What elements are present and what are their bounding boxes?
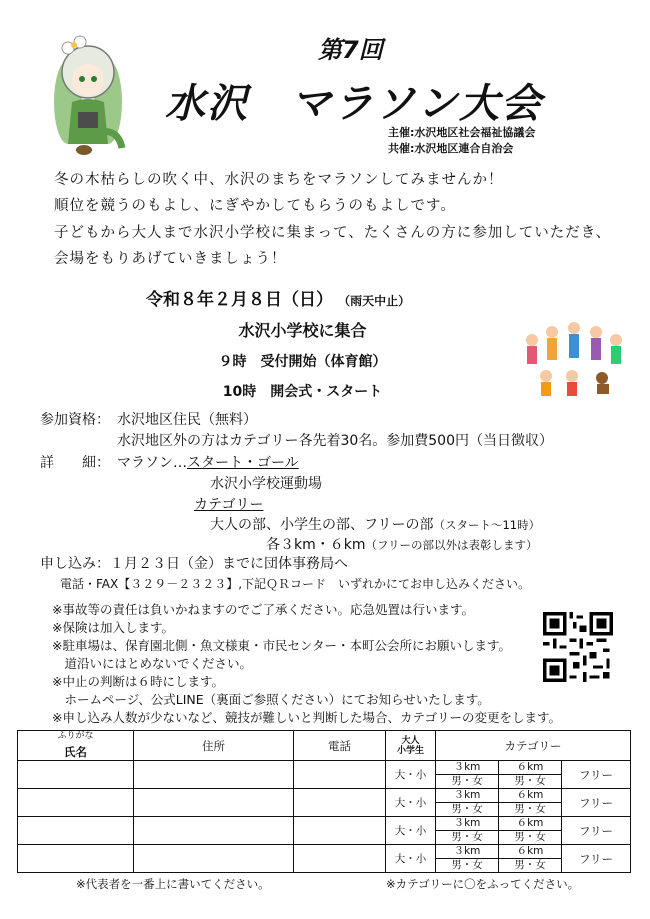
note: ※中止の判断は６時にします。 <box>52 674 224 689</box>
type-choice[interactable]: 大・小 <box>386 789 436 817</box>
note: ※事故等の責任は負いかねますのでご了承ください。応急処置は行います。 <box>52 602 474 617</box>
name-cell[interactable] <box>18 789 134 817</box>
distance: 各３km・６km <box>266 537 366 553</box>
address-header: 住所 <box>134 731 294 761</box>
km3-choice[interactable] <box>436 761 499 789</box>
gender-label: 男・女 <box>451 775 483 787</box>
edition-number: 第7回 <box>318 36 383 64</box>
note: ※申し込み人数が少ないなど、競技が難しいと判断した場合、カテゴリーの変更をします。 <box>52 710 561 725</box>
type-header <box>386 731 436 761</box>
type-child: 小学生 <box>396 745 424 756</box>
distance-note: （フリーの部以外は表彰します） <box>365 538 538 552</box>
footer-note-left: ※代表者を一番上に書いてください。 <box>76 877 270 891</box>
address-cell[interactable] <box>134 761 294 789</box>
event-date-line <box>146 285 410 310</box>
intro-line: 順位を競うのもよし、にぎやかしてもらうのもよしです。 <box>54 198 456 214</box>
km6-label: ６km <box>499 761 561 775</box>
km6-choice[interactable] <box>499 845 562 873</box>
name-label: 氏名 <box>64 745 87 759</box>
page-title: 水沢 マラソン大会 <box>165 81 543 127</box>
marathon-label <box>117 452 299 472</box>
gender-label: 男・女 <box>451 803 483 815</box>
detail-label: 詳 細： <box>40 455 110 471</box>
free-choice[interactable]: フリー <box>562 789 631 817</box>
km3-label: ３km <box>436 789 498 803</box>
exercise-people-illustration <box>518 318 628 404</box>
eligibility-1: 水沢地区住民（無料） <box>117 412 257 428</box>
note: 道沿いにはとめないでください。 <box>52 656 253 671</box>
category-label: カテゴリー <box>194 497 264 513</box>
categories: 大人の部、小学生の部、フリーの部 <box>210 517 434 533</box>
qr-code-icon[interactable] <box>543 612 613 682</box>
note: ※駐車場は、保育園北側・魚文様東・市民センター・本町公会所にお願いします。 <box>52 638 511 653</box>
footer-note-right: ※カテゴリーに〇をふってください。 <box>386 877 580 891</box>
marathon-text: マラソン… <box>117 455 187 471</box>
event-date: 令和８年２月８日（日） <box>146 290 333 310</box>
name-cell[interactable] <box>18 761 134 789</box>
free-choice[interactable]: フリー <box>562 845 631 873</box>
table-row <box>18 845 631 873</box>
distance-line <box>266 534 538 554</box>
free-choice[interactable]: フリー <box>562 761 631 789</box>
furigana-label: ふりがな <box>57 731 94 741</box>
km6-label: ６km <box>499 789 561 803</box>
reception-time: ９時 受付開始（体育館） <box>218 354 387 370</box>
application-form-table <box>17 730 631 873</box>
name-header <box>18 731 134 761</box>
km6-choice[interactable] <box>499 761 562 789</box>
phone-cell[interactable] <box>294 789 386 817</box>
address-cell[interactable] <box>134 845 294 873</box>
km6-label: ６km <box>499 817 561 831</box>
km3-choice[interactable] <box>436 845 499 873</box>
categories-line <box>210 514 540 534</box>
type-choice[interactable]: 大・小 <box>386 761 436 789</box>
mascot-illustration <box>38 32 138 160</box>
km3-label: ３km <box>436 761 498 775</box>
table-row <box>18 761 631 789</box>
km6-choice[interactable] <box>499 789 562 817</box>
categories-time: （スタート～11時） <box>433 518 541 532</box>
co-organizer: 共催:水沢地区連合自治会 <box>388 142 514 155</box>
organizer: 主催:水沢地区社会福祉協議会 <box>388 126 536 139</box>
rain-note: （雨天中止） <box>338 294 411 308</box>
type-choice[interactable]: 大・小 <box>386 817 436 845</box>
km3-label: ３km <box>436 817 498 831</box>
table-row <box>18 817 631 845</box>
category-header: カテゴリー <box>436 731 631 761</box>
km3-label: ３km <box>436 845 498 859</box>
km3-choice[interactable] <box>436 817 499 845</box>
phone-cell[interactable] <box>294 817 386 845</box>
contact-info: 電話・FAX【３２９－２３２３】,下記ＱＲコード いずれかにてお申し込みください。 <box>60 577 531 591</box>
gender-label: 男・女 <box>514 775 546 787</box>
name-cell[interactable] <box>18 817 134 845</box>
opening-time: 10時 開会式・スタート <box>222 384 383 400</box>
gender-label: 男・女 <box>514 859 546 871</box>
address-cell[interactable] <box>134 789 294 817</box>
phone-header: 電話 <box>294 731 386 761</box>
address-cell[interactable] <box>134 817 294 845</box>
km3-choice[interactable] <box>436 789 499 817</box>
apply-deadline: 申し込み：１月２３日（金）までに団体事務局へ <box>40 556 348 572</box>
intro-line: 子どもから大人まで水沢小学校に集まって、たくさんの方に参加していただき、 <box>54 225 612 241</box>
venue: 水沢小学校運動場 <box>210 476 322 492</box>
gender-label: 男・女 <box>451 859 483 871</box>
phone-cell[interactable] <box>294 845 386 873</box>
name-cell[interactable] <box>18 845 134 873</box>
intro-line: 会場をもりあげていきましょう！ <box>54 251 287 267</box>
eligibility-label: 参加資格： <box>40 412 110 428</box>
table-header-row <box>18 731 631 761</box>
table-row <box>18 789 631 817</box>
gender-label: 男・女 <box>451 831 483 843</box>
type-choice[interactable]: 大・小 <box>386 845 436 873</box>
start-goal: スタート・ゴール <box>187 455 299 471</box>
gender-label: 男・女 <box>514 803 546 815</box>
eligibility-2: 水沢地区外の方はカテゴリー各先着30名。参加費500円（当日徴収） <box>117 433 553 449</box>
type-adult: 大人 <box>401 735 420 746</box>
note: ホームページ、公式LINE（裏面ご参照ください）にてお知らせいたします。 <box>52 692 490 707</box>
gender-label: 男・女 <box>514 831 546 843</box>
km6-choice[interactable] <box>499 817 562 845</box>
phone-cell[interactable] <box>294 761 386 789</box>
meeting-place: 水沢小学校に集合 <box>238 321 367 340</box>
free-choice[interactable]: フリー <box>562 817 631 845</box>
intro-line: 冬の木枯らしの吹く中、水沢のまちをマラソンしてみませんか！ <box>54 172 504 188</box>
note: ※保険は加入します。 <box>52 620 174 635</box>
km6-label: ６km <box>499 845 561 859</box>
